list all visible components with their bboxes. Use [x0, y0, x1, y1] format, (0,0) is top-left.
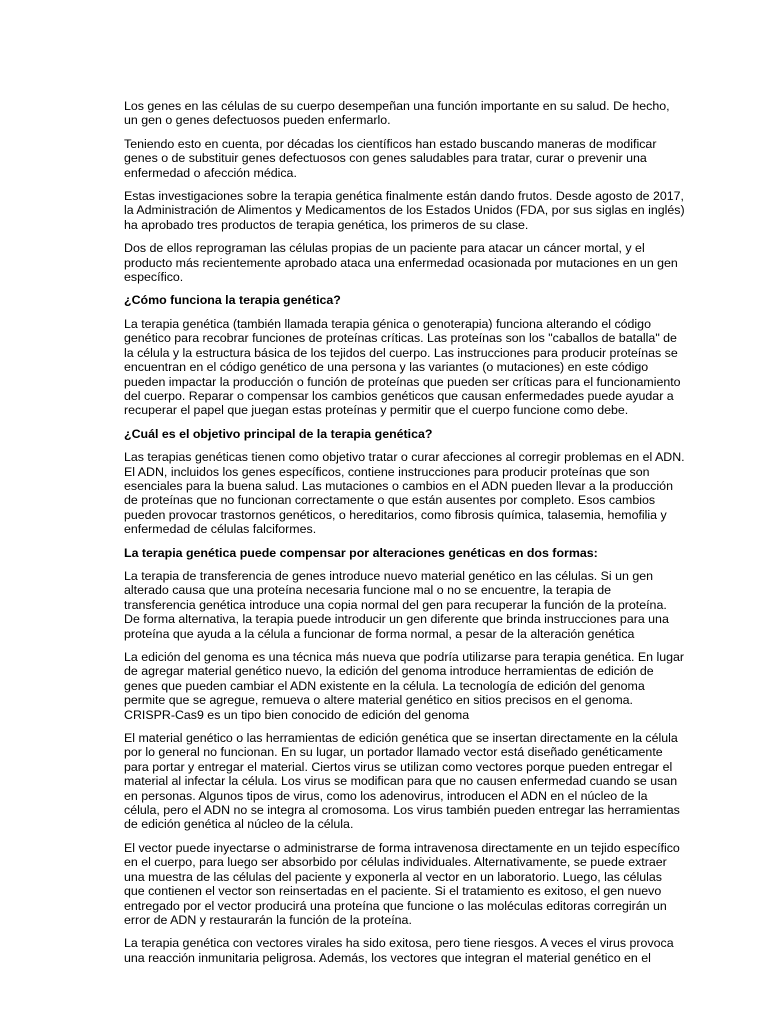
paragraph: Las terapias genéticas tienen como objetivo tratar o curar afecciones al corregir problemas en el ADN. El ADN, incluidos los genes específicos, contiene instrucciones para producir proteínas que son esenciales para la buena salud. Las mutaciones o cambios en el ADN pueden llevar a la producción de proteínas que no funcionan correctamente o que están ausentes por completo. Esos cambios pueden provocar trastornos genéticos, o hereditarios, como fibrosis química, talasemia, hemofilia y enfermedad de células falciformes. [124, 450, 685, 537]
paragraph: Estas investigaciones sobre la terapia genética finalmente están dando frutos. Desde agosto de 2017, la Administración de Alimentos y Medicamentos de los Estados Unidos (FDA, por sus siglas en inglés) ha aprobado tres productos de terapia genética, los primeros de su clase. [124, 189, 685, 232]
document-page [124, 99, 686, 999]
paragraph: El material genético o las herramientas de edición genética que se insertan directamente en la célula por lo general no funcionan. En su lugar, un portador llamado vector está diseñado genéticamente para portar y entregar el material. Ciertos virus se utilizan como vectores porque pueden entregar el material al infectar la célula. Los virus se modifican para que no causen enfermedad cuando se usan en personas. Algunos tipos de virus, como los adenovirus, introducen el ADN en el núcleo de la célula, pero el ADN no se integra al cromosoma. Los virus también pueden entregar las herramientas de edición genética al núcleo de la célula. [124, 731, 680, 832]
paragraph: La edición del genoma es una técnica más nueva que podría utilizarse para terapia genética. En lugar de agregar material genético nuevo, la edición del genoma introduce herramientas de edición de genes que pueden cambiar el ADN existente en la célula. La tecnología de edición del genoma permite que se agregue, remueva o altere material genético en sitios precisos en el genoma. CRISPR-Cas9 es un tipo bien conocido de edición del genoma [124, 650, 685, 722]
paragraph: El vector puede inyectarse o administrarse de forma intravenosa directamente en un tejido específico en el cuerpo, para luego ser absorbido por células individuales. Alternativamente, se puede extraer una muestra de las células del paciente y exponerla al vector en un laboratorio. Luego, las células que contienen el vector son reinsertadas en el paciente. Si el tratamiento es exitoso, el gen nuevo entregado por el vector producirá una proteína que funcione o las moléculas editoras corregirán un error de ADN y restaurarán la función de la proteína. [124, 840, 680, 927]
paragraph: La terapia genética (también llamada terapia génica o genoterapia) funciona alterando el código genético para recobrar funciones de proteínas críticas. Las proteínas son los "caballos de batalla" de la célula y la estructura básica de los tejidos del cuerpo. Las instrucciones para producir proteínas se encuentran en el código genético de una persona y las variantes (o mutaciones) en este código pueden impactar la producción o función de proteínas que pueden ser críticas para el funcionamiento del cuerpo. Reparar o compensar los cambios genéticos que causan enfermedades puede ayudar a recuperar el papel que juegan estas proteínas y permitir que el cuerpo funcione como debe. [124, 316, 681, 418]
section-heading: ¿Cuál es el objetivo principal de la terapia genética? [124, 426, 433, 441]
paragraph: La terapia genética con vectores virales ha sido exitosa, pero tiene riesgos. A veces el virus provoca una reacción inmunitaria peligrosa. Además, los vectores que integran el material genético en el [124, 936, 674, 965]
section-heading: La terapia genética puede compensar por alteraciones genéticas en dos formas: [124, 545, 598, 560]
paragraph: La terapia de transferencia de genes introduce nuevo material genético en las células. Si un gen alterado causa que una proteína necesaria funcione mal o no se encuentre, la terapia de transferencia genética introduce una copia normal del gen para recuperar la función de la proteína. De forma alternativa, la terapia puede introducir un gen diferente que brinda instrucciones para una proteína que ayuda a la célula a funcionar de forma normal, a pesar de la alteración genética [124, 568, 669, 641]
paragraph: Dos de ellos reprograman las células propias de un paciente para atacar un cáncer mortal, y el producto más recientemente aprobado ataca una enfermedad ocasionada por mutaciones en un gen específico. [124, 241, 678, 285]
section-heading: ¿Cómo funciona la terapia genética? [124, 293, 341, 308]
paragraph: Los genes en las células de su cuerpo desempeñan una función importante en su salud. De hecho, un gen o genes defectuosos pueden enfermarlo. [124, 99, 670, 128]
paragraph: Teniendo esto en cuenta, por décadas los científicos han estado buscando maneras de modificar genes o de substituir genes defectuosos con genes saludables para tratar, curar o prevenir una enfermedad o afección médica. [124, 136, 657, 180]
